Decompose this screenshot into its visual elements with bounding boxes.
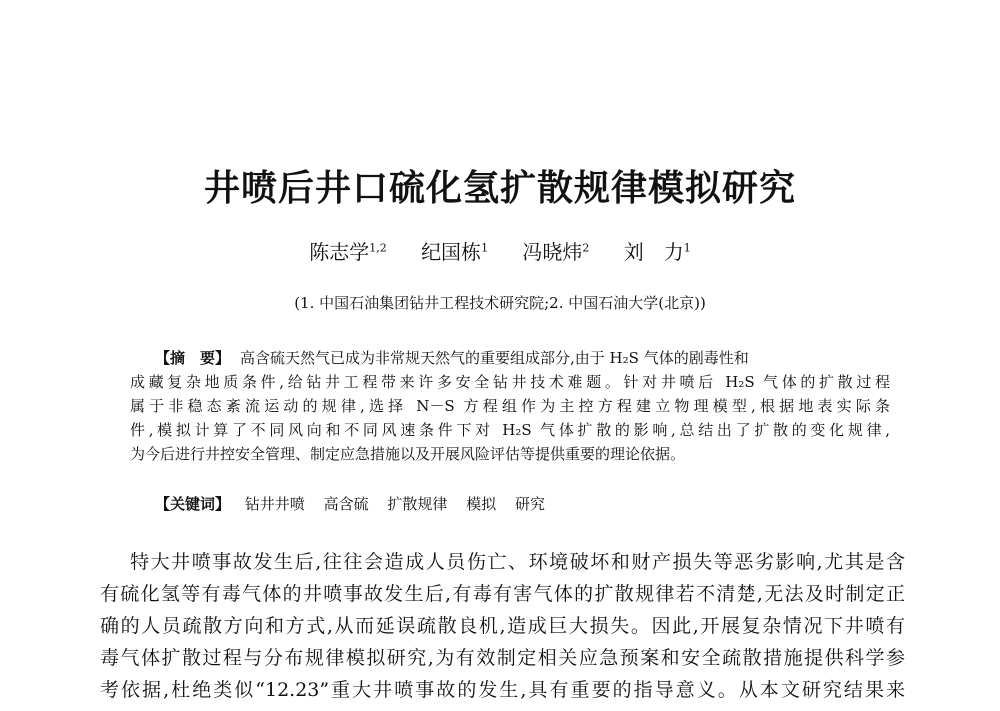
- author: [624, 240, 691, 264]
- author-affil-mark: 2: [582, 241, 590, 255]
- keywords: [155, 493, 755, 515]
- author-affil-mark: 1: [683, 241, 691, 255]
- body-line: 毒气体扩散过程与分布规律模拟研究,为有效制定相关应急预案和安全疏散措施提供科学参: [100, 647, 905, 669]
- keyword: 高含硫: [323, 495, 369, 513]
- author-list: [0, 236, 1000, 265]
- body-line: 考依据,杜绝类似“12.23”重大井喷事故的发生,具有重要的指导意义。从本文研究结果来: [100, 679, 905, 701]
- author: [522, 240, 589, 264]
- paper-title: 井喷后井口硫化氢扩散规律模拟研究: [203, 168, 796, 209]
- keyword: 扩散规律: [387, 495, 448, 513]
- body-line: 确的人员疏散方向和方式,从而延误疏散良机,造成巨大损失。因此,开展复杂情况下井喷有: [100, 615, 905, 637]
- abstract-line: 属于非稳态紊流运动的规律,选择 N－S 方程组作为主控方程建立物理模型,根据地表实际条: [130, 397, 890, 415]
- keyword: 模拟: [466, 495, 497, 513]
- author-name: 陈志学: [309, 240, 370, 264]
- keyword: 钻井井喷: [244, 495, 305, 513]
- author-affil-mark: 1: [481, 241, 489, 255]
- body-line: 特大井喷事故发生后,往往会造成人员伤亡、环境破坏和财产损失等恶劣影响,尤其是含: [130, 551, 905, 573]
- affiliations: (1. 中国石油集团钻井工程技术研究院;2. 中国石油大学(北京)): [294, 294, 706, 312]
- keyword: 研究: [514, 495, 545, 513]
- abstract-line: 件,模拟计算了不同风向和不同风速条件下对 H₂S 气体扩散的影响,总结出了扩散的变化规律,: [130, 421, 890, 439]
- author-name: 冯晓炜: [522, 240, 583, 264]
- author: [421, 240, 488, 264]
- abstract-line: 成藏复杂地质条件,给钻井工程带来许多安全钻井技术难题。针对井喷后 H₂S 气体的扩散过程: [130, 373, 890, 391]
- author-name: 刘 力: [623, 240, 684, 264]
- author-affil-mark: 1,2: [369, 241, 387, 255]
- author-name: 纪国栋: [421, 240, 482, 264]
- author: [309, 240, 387, 264]
- abstract-text: 高含硫天然气已成为非常规天然气的重要组成部分,由于 H₂S 气体的剧毒性和: [240, 349, 749, 367]
- abstract-line: [155, 347, 890, 369]
- abstract-label: 【摘 要】: [155, 349, 231, 367]
- keywords-label: 【关键词】: [155, 495, 231, 513]
- abstract-line: 为今后进行井控安全管理、制定应急措施以及开展风险评估等提供重要的理论依据。: [130, 445, 686, 463]
- body-line: 有硫化氢等有毒气体的井喷事故发生后,有毒有害气体的扩散规律若不清楚,无法及时制定正: [100, 583, 905, 605]
